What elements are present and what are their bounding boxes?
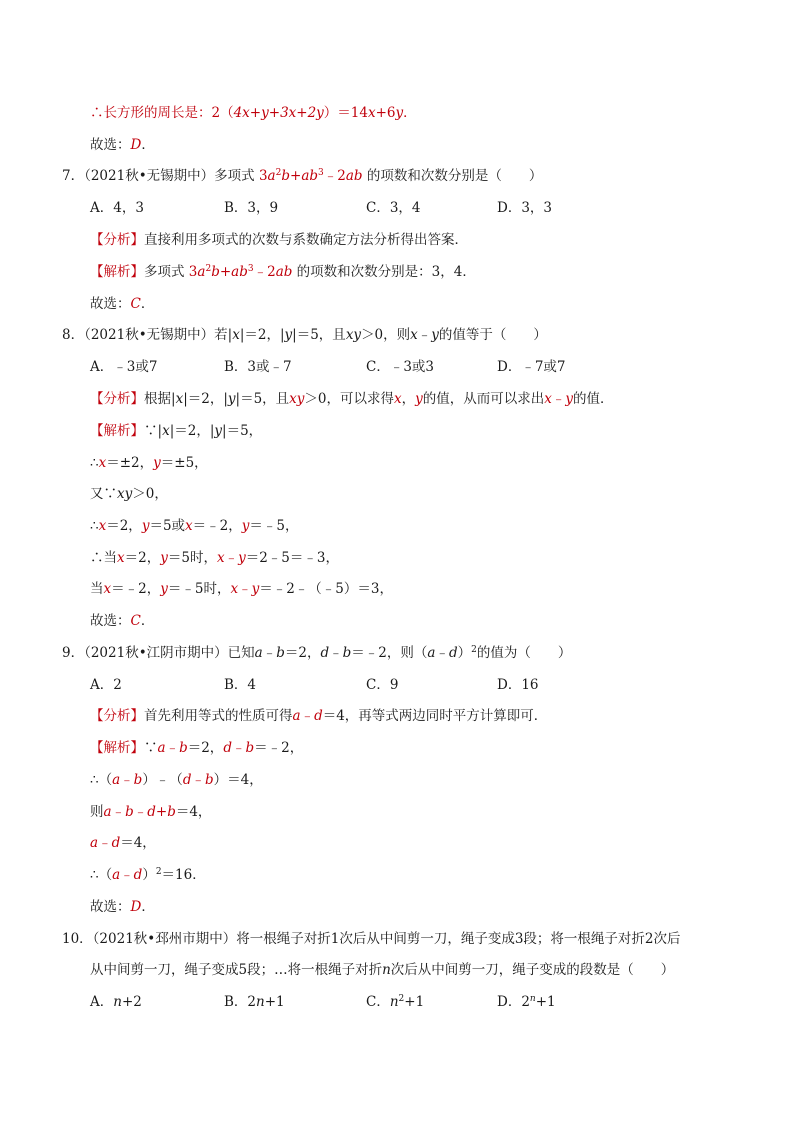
q8-solution-2: ∴x＝±2，y＝±5， [90, 455, 208, 471]
q9-option-c: C．9 [366, 677, 399, 693]
solution-tag: 【解析】 [90, 264, 144, 280]
q10-option-c: C．$n^2+1$ [366, 994, 425, 1010]
q8-option-d: D．﹣7或7 [497, 359, 566, 375]
prev-answer: 故选：D． [90, 137, 155, 153]
q8-analysis: 【分析】根据|x|＝2，|y|＝5，且xy＞0，可以求得x，y的值，从而可以求出x﹣y的值． [90, 391, 614, 407]
analysis-tag: 【分析】 [90, 391, 144, 407]
q8-answer: 故选：C． [90, 613, 155, 629]
q10-option-d: D．$2^n+1$ [497, 994, 556, 1010]
solution-tag: 【解析】 [90, 423, 144, 439]
q9-solution-3: 则a﹣b﹣d+b＝4， [90, 804, 212, 820]
solution-tag: 【解析】 [90, 740, 144, 756]
q7-option-c: C．3，4 [366, 200, 421, 216]
q9-stem: 9．（2021秋•江阴市期中）已知a﹣b＝2，d﹣b＝﹣2，则（a﹣d）$^2$的值为（ ） [62, 645, 572, 661]
q8-stem: 8．（2021秋•无锡期中）若|x|＝2，|y|＝5，且xy＞0，则x﹣y的值等于（ ） [62, 327, 547, 343]
q7-option-a: A．4，3 [90, 200, 144, 216]
analysis-tag: 【分析】 [90, 232, 144, 248]
q9-option-a: A．2 [90, 677, 122, 693]
q10-option-b: B．2n+1 [224, 994, 285, 1010]
q7-option-b: B．3，9 [224, 200, 279, 216]
q7-solution: 【解析】多项式 $3a^2b+ab^3﹣2ab$ 的项数和次数分别是：3，4． [90, 264, 476, 280]
perimeter-line: ∴长方形的周长是：2（4x+y+3x+2y）＝14x+6y． [90, 105, 417, 121]
q7-stem: 7．（2021秋•无锡期中）多项式 $3a^2b+ab^3﹣2ab$ 的项数和次数分别是（ ） [62, 168, 543, 184]
q8-option-c: C．﹣3或3 [366, 359, 435, 375]
q10-option-a: A．n+2 [90, 994, 142, 1010]
q8-option-b: B．3或﹣7 [224, 359, 292, 375]
q9-solution-5: ∴（a﹣d）$^2$＝16． [90, 867, 206, 883]
analysis-tag: 【分析】 [90, 708, 144, 724]
q8-option-a: A．﹣3或7 [90, 359, 158, 375]
q9-option-b: B．4 [224, 677, 257, 693]
q8-solution-3: 又∵xy＞0， [90, 486, 168, 502]
q9-solution-4: a﹣d＝4， [90, 835, 156, 851]
analysis-text: 直接利用多项式的次数与系数确定方法分析得出答案． [144, 232, 468, 248]
q9-analysis: 【分析】首先利用等式的性质可得a﹣d＝4，再等式两边同时平方计算即可． [90, 708, 548, 724]
q7-analysis [90, 231, 468, 249]
q9-answer: 故选：D． [90, 899, 155, 915]
q9-solution-2: ∴（a﹣b）﹣（d﹣b）＝4， [90, 772, 263, 788]
q8-solution-4: ∴x＝2，y＝5或x＝﹣2，y＝﹣5， [90, 518, 299, 534]
q10-stem-line2: 从中间剪一刀，绳子变成5段；…将一根绳子对折n次后从中间剪一刀，绳子变成的段数是（ ） [90, 962, 675, 978]
q10-stem-line1: 10．（2021秋•邳州市期中）将一根绳子对折1次后从中间剪一刀，绳子变成3段；将一根绳子对折2次后 [62, 931, 681, 947]
q9-solution-1: 【解析】∵a﹣b＝2，d﹣b＝﹣2， [90, 740, 304, 756]
q8-solution-5: ∴当x＝2，y＝5时，x﹣y＝2﹣5＝﹣3， [90, 550, 339, 566]
q9-option-d: D．16 [497, 677, 539, 693]
q8-solution-1: 【解析】∵|x|＝2，|y|＝5， [90, 423, 263, 439]
q7-answer: 故选：C． [90, 296, 155, 312]
q7-option-d: D．3，3 [497, 200, 553, 216]
q8-solution-6: 当x＝﹣2，y＝﹣5时，x﹣y＝﹣2﹣（﹣5）＝3， [90, 581, 393, 597]
